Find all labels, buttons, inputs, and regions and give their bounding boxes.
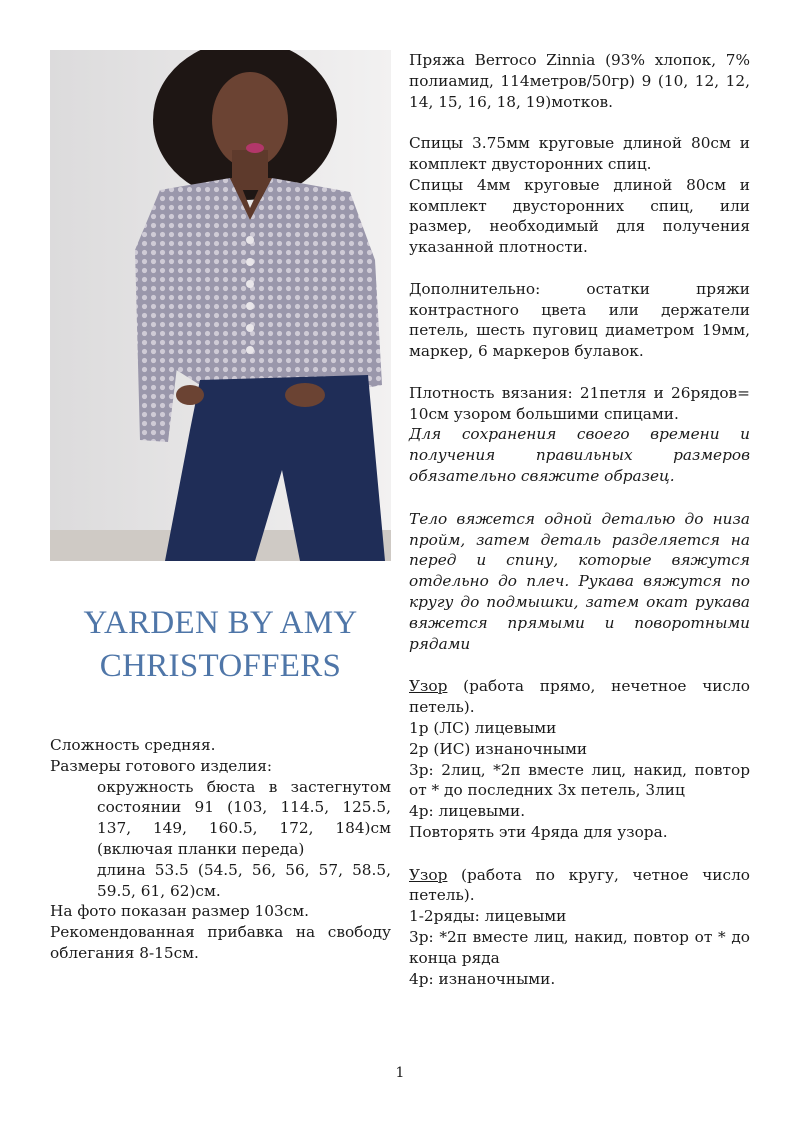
pattern-round-row: 3р: *2п вместе лиц, накид, повтор от * до конца ряда xyxy=(409,928,750,967)
notions-text: Дополнительно: остатки пряжи контрастного цвета или держатели петель, шесть пуговиц диаметром 19мм, маркер, 6 маркеров булавок. xyxy=(409,279,750,361)
pattern-round-label: Узор xyxy=(409,865,448,884)
pattern-flat-row: 1р (ЛС) лицевыми xyxy=(409,718,557,737)
needles-large-text: Спицы 4мм круговые длиной 80см и комплект двусторонних спиц, или размер, необходимый для получения указанной плотности. xyxy=(409,175,750,257)
pattern-title: YARDEN BY AMY CHRISTOFFERS xyxy=(83,605,358,684)
pattern-flat-label: Узор xyxy=(409,677,448,696)
pattern-flat-row: 3р: 2лиц, *2п вместе лиц, накид, повтор от * до последних 3х петель, 3лиц xyxy=(409,760,750,800)
pattern-flat-row: Повторять эти 4ряда для узора. xyxy=(409,822,668,841)
bust-measurements: окружность бюста в застегнутом состоянии 91 (103, 114.5, 125.5, 137, 149, 160.5, 172, 184)см (включая планки переда) xyxy=(97,777,391,858)
pattern-flat-row: 2р (ИС) изнаночными xyxy=(409,739,588,758)
construction-text: Тело вяжется одной деталью до низа пройм, затем деталь разделяется на перед и спину, которые вяжутся отдельно до плеч. Рукава вяжутся по кругу до подмышки, затем окат рукава вяжется прямыми и поворотными рядами xyxy=(409,509,750,653)
sizing-section xyxy=(50,735,391,964)
needles-small-text: Спицы 3.75мм круговые длиной 80см и комплект двусторонних спиц. xyxy=(409,134,750,173)
photo-size-note: На фото показан размер 103см. xyxy=(50,902,310,921)
page-number: 1 xyxy=(395,1065,405,1081)
pattern-round-heading xyxy=(409,865,750,907)
pattern-flat-row: 4р: лицевыми. xyxy=(409,802,526,821)
gauge-text: Плотность вязания: 21петля и 26рядов= 10см узором большими спицами. xyxy=(409,383,750,423)
pattern-flat-heading xyxy=(409,676,750,718)
ease-note: Рекомендованная прибавка на свободу облегания 8-15см. xyxy=(50,923,391,962)
pattern-flat-desc: (работа прямо, нечетное число петель). xyxy=(409,677,750,717)
length-measurements: длина 53.5 (54.5, 56, 56, 57, 58.5, 59.5, 61, 62)см. xyxy=(97,860,391,900)
pattern-round-row: 1-2ряды: лицевыми xyxy=(409,907,567,926)
gauge-note: Для сохранения своего времени и получения правильных размеров обязательно свяжите образец. xyxy=(409,425,750,485)
pattern-round-row: 4р: изнаночными. xyxy=(409,969,556,988)
yarn-text: Пряжа Berroco Zinnia (93% хлопок, 7% полиамид, 114метров/50гр) 9 (10, 12, 12, 14, 15, 16, 18, 19)мотков. xyxy=(409,51,750,111)
pattern-round-desc: (работа по кругу, четное число петель). xyxy=(409,865,750,905)
cover-photo xyxy=(50,50,391,561)
sizes-heading: Размеры готового изделия: xyxy=(50,756,273,775)
difficulty-text: Сложность средняя. xyxy=(50,736,216,754)
materials-and-pattern xyxy=(409,50,750,989)
